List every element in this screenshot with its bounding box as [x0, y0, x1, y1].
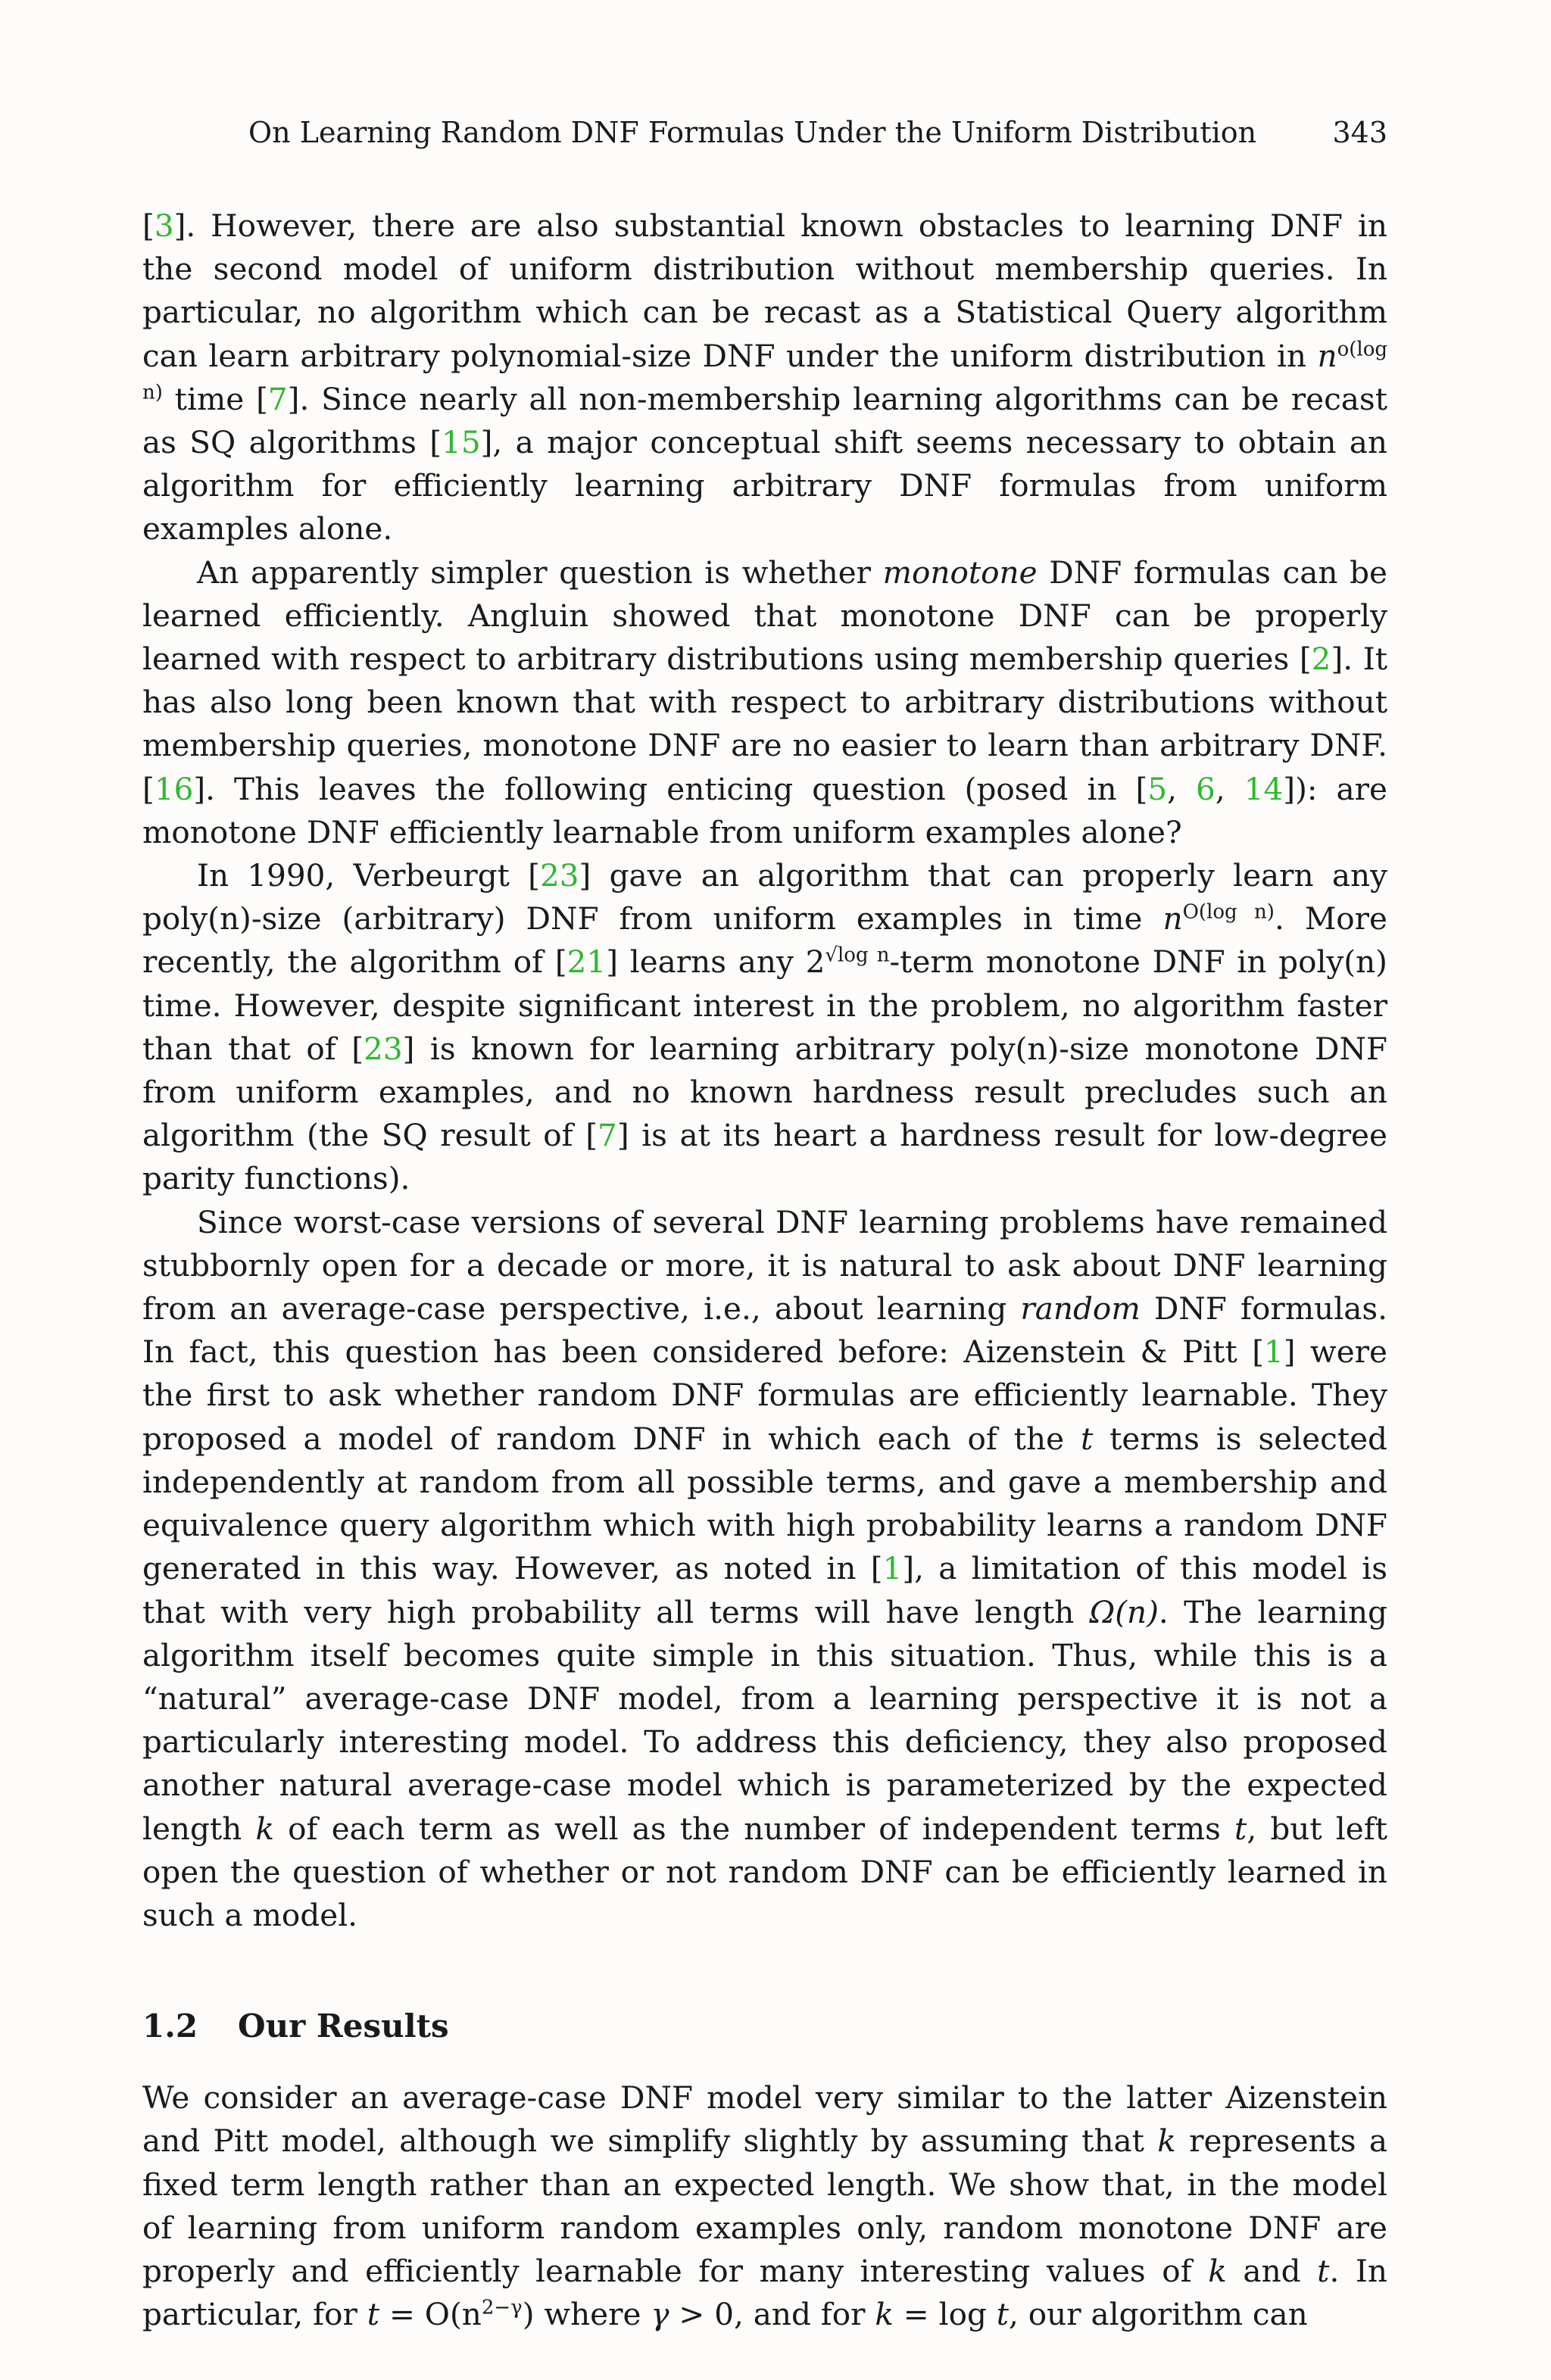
math-superscript: √log n [825, 944, 890, 967]
citation-link[interactable]: 7 [598, 1117, 617, 1154]
body-text [142, 204, 1387, 2336]
text-run: , a limitation of this model is that with very high probability all terms will have length [142, 1550, 1388, 1630]
text-run: , our algorithm can [1009, 2296, 1308, 2333]
citation-link[interactable]: 15 [442, 424, 481, 461]
text-run: , a major conceptual shift seems necessary to obtain an algorithm for efficiently learning arbitrary DNF formulas from uniform examples alone. [142, 424, 1388, 547]
page-number: 343 [1332, 116, 1387, 149]
paragraph [142, 2076, 1387, 2336]
paragraph: In 1990, Verbeurgt [23] gave an algorithm that can properly learn any poly(n)-size (arbitrary) DNF from uniform examples in time $n^{O(log n)}$. More recently, the algorithm of [21] learns any $2^{√log n}$-term monotone DNF in poly(n) time. However, despite significant interest in the problem, no algorithm faster than that of [23] is known for learning arbitrary poly(n)-size monotone DNF from uniform examples, and no known hardness result precludes such an algorithm (the SQ result of [7] is at its heart a hardness result for low-degree parity functions). [142, 857, 1387, 1197]
math: = O(n [379, 2296, 482, 2333]
text-run: . Since nearly all non-membership learning algorithms can be recast as SQ algorithms [142, 380, 1387, 461]
text-run: . In particular, for [142, 2252, 1387, 2333]
text-run: is known for learning arbitrary poly(n)-size monotone DNF from uniform examples, and no known hardness result precludes such an algorithm (the SQ result of [142, 1030, 1387, 1154]
math: k [255, 1810, 274, 1847]
text-run: DNF formulas. In fact, this question has been considered before: Aizenstein & Pitt [142, 1290, 1388, 1371]
text-run: were the first to ask whether random DNF formulas are efficiently learnable. They proposed a model of random DNF in which each of the [142, 1333, 1387, 1457]
text-run: -term monotone DNF in poly(n) time. However, despite significant interest in the problem, no algorithm faster than that of [142, 944, 1387, 1067]
section-title: Our Results [238, 2007, 449, 2045]
section-number: 1.2 [142, 2007, 198, 2045]
paragraph: An apparently simpler question is whether monotone DNF formulas can be learned efficiently. Angluin showed that monotone DNF can be properly learned with respect to arbitrary distributions using membership queries [2]. It has also long been known that with respect to arbitrary distributions without membership queries, monotone DNF are no easier to learn than arbitrary DNF. [16]. This leaves the following enticing question (posed in [5, 6, 14]): are monotone DNF efficiently learnable from uniform examples alone? [142, 554, 1387, 850]
text-run: We consider an average-case DNF model very similar to the latter Aizenstein and Pitt model, although we simplify slightly by assuming that [142, 2079, 1387, 2160]
text-run: An apparently simpler question is whether [197, 554, 883, 591]
citation-link[interactable]: 3 [154, 207, 174, 244]
text-run: . However, there are also substantial known obstacles to learning DNF in the second model of uniform distribution without membership queries. In particular, no algorithm which can be recast as a Statistical Query algorithm can learn arbitrary polynomial-size DNF under the uniform distribution in [142, 207, 1387, 374]
text-run: and [1226, 2252, 1318, 2289]
math: k [1157, 2123, 1176, 2160]
text-run: terms is selected independently at random from all possible terms, and gave a membership and equivalence query algorithm which with high probability learns a random DNF generated in this way. However, as noted in [142, 1420, 1387, 1587]
math: k [1208, 2252, 1227, 2289]
paragraph: [3]. However, there are also substantial known obstacles to learning DNF in the second model of uniform distribution without membership queries. In particular, no algorithm which can be recast as a Statistical Query algorithm can learn arbitrary polynomial-size DNF under the uniform distribution in $n^{o(log n)}$ time [7]. Since nearly all non-membership learning algorithms can be recast as SQ algorithms [15], a major conceptual shift seems necessary to obtain an algorithm for efficiently learning arbitrary DNF formulas from uniform examples alone. [142, 207, 1388, 547]
citation-link[interactable]: 16 [154, 770, 194, 807]
math: t [367, 2296, 380, 2333]
section-heading [142, 2005, 1387, 2048]
math: 2 [805, 944, 825, 981]
text-run: of each term as well as the number of independent terms [274, 1810, 1235, 1847]
text-run: is at its heart a hardness result for low-degree parity functions). [142, 1117, 1387, 1197]
math: t [1317, 2252, 1330, 2289]
math: n [1317, 337, 1337, 374]
math: γ [651, 2296, 669, 2333]
text-run: gave an algorithm that can properly learn any poly(n)-size (arbitrary) DNF from uniform examples in time [142, 857, 1387, 937]
math-superscript: 2−γ [481, 2296, 523, 2319]
text-run: represents a fixed term length rather than an expected length. We show that, in the model of learning from uniform random examples only, random monotone DNF are properly and efficiently learnable for many interesting values of [142, 2123, 1387, 2289]
math: t [1234, 1810, 1247, 1847]
running-title: On Learning Random DNF Formulas Under the Uniform Distribution [248, 116, 1257, 149]
text-run: . This leaves the following enticing question (posed in [205, 770, 1136, 807]
citation-link[interactable]: 23 [539, 857, 579, 894]
text-run: . The learning algorithm itself becomes quite simple in this situation. Thus, while this is a “natural” average-case DNF model, from a learning perspective it is not a particularly interesting model. To address this deficiency, they also proposed another natural average-case model which is parameterized by the expected length [142, 1593, 1387, 1847]
citation-link[interactable]: 14 [1244, 770, 1284, 807]
text-run: time [162, 380, 257, 417]
paragraph: Since worst-case versions of several DNF learning problems have remained stubbornly open for a decade or more, it is natural to ask about DNF learning from an average-case perspective, i.e., about learning random DNF formulas. In fact, this question has been considered before: Aizenstein & Pitt [1] were the first to ask whether random DNF formulas are efficiently learnable. They proposed a model of random DNF in which each of the t terms is selected independently at random from all possible terms, and gave a membership and equivalence query algorithm which with high probability learns a random DNF generated in this way. However, as noted in [1], a limitation of this model is that with very high probability all terms will have length Ω(n). The learning algorithm itself becomes quite simple in this situation. Thus, while this is a “natural” average-case DNF model, from a learning perspective it is not a particularly interesting model. To address this deficiency, they also proposed another natural average-case model which is parameterized by the expected length k of each term as well as the number of independent terms t, but left open the question of whether or not random DNF can be efficiently learned in such a model. [142, 1203, 1388, 1933]
citation-link[interactable]: 1 [882, 1550, 903, 1587]
text-run: Since worst-case versions of several DNF learning problems have remained stubbornly open for a decade or more, it is natural to ask about DNF learning from an average-case perspective, i.e., about learning [142, 1203, 1387, 1327]
math-superscript: o(log n) [142, 338, 1387, 404]
emphasis: monotone [882, 554, 1038, 591]
text-run: , but left open the question of whether or not random DNF can be efficiently learned in such a model. [142, 1810, 1387, 1933]
citation-link[interactable]: 5 [1147, 770, 1168, 807]
citation-link[interactable]: 7 [267, 380, 288, 417]
citation-link[interactable]: 1 [1264, 1333, 1284, 1371]
citation-link[interactable]: 2 [1311, 641, 1331, 678]
emphasis: random [1020, 1290, 1141, 1327]
math: n [1162, 900, 1183, 937]
math-superscript: O(log n) [1182, 900, 1275, 924]
citation-link[interactable]: 23 [364, 1030, 403, 1067]
math: ) where [522, 2296, 651, 2333]
text-run: . It has also long been known that with respect to arbitrary distributions without membership queries, monotone DNF are no easier to learn than arbitrary DNF. [142, 641, 1387, 764]
text-run: In 1990, Verbeurgt [197, 857, 529, 894]
math: t [1080, 1420, 1094, 1457]
math: k [875, 2296, 894, 2333]
text-run: learns any [618, 944, 806, 981]
math: Ω(n) [1089, 1593, 1159, 1630]
text-run: DNF formulas can be learned efficiently. Angluin showed that monotone DNF can be properly learned with respect to arbitrary distributions using membership queries [142, 554, 1387, 678]
citation-link[interactable]: 21 [566, 944, 607, 981]
math: t [996, 2296, 1010, 2333]
text-run: ): are monotone DNF efficiently learnable from uniform examples alone? [142, 770, 1387, 850]
citation-link[interactable]: 6 [1196, 770, 1216, 807]
math: > 0, and for [669, 2296, 875, 2333]
text-run: . More recently, the algorithm of [142, 900, 1387, 981]
math: = log [893, 2296, 997, 2333]
